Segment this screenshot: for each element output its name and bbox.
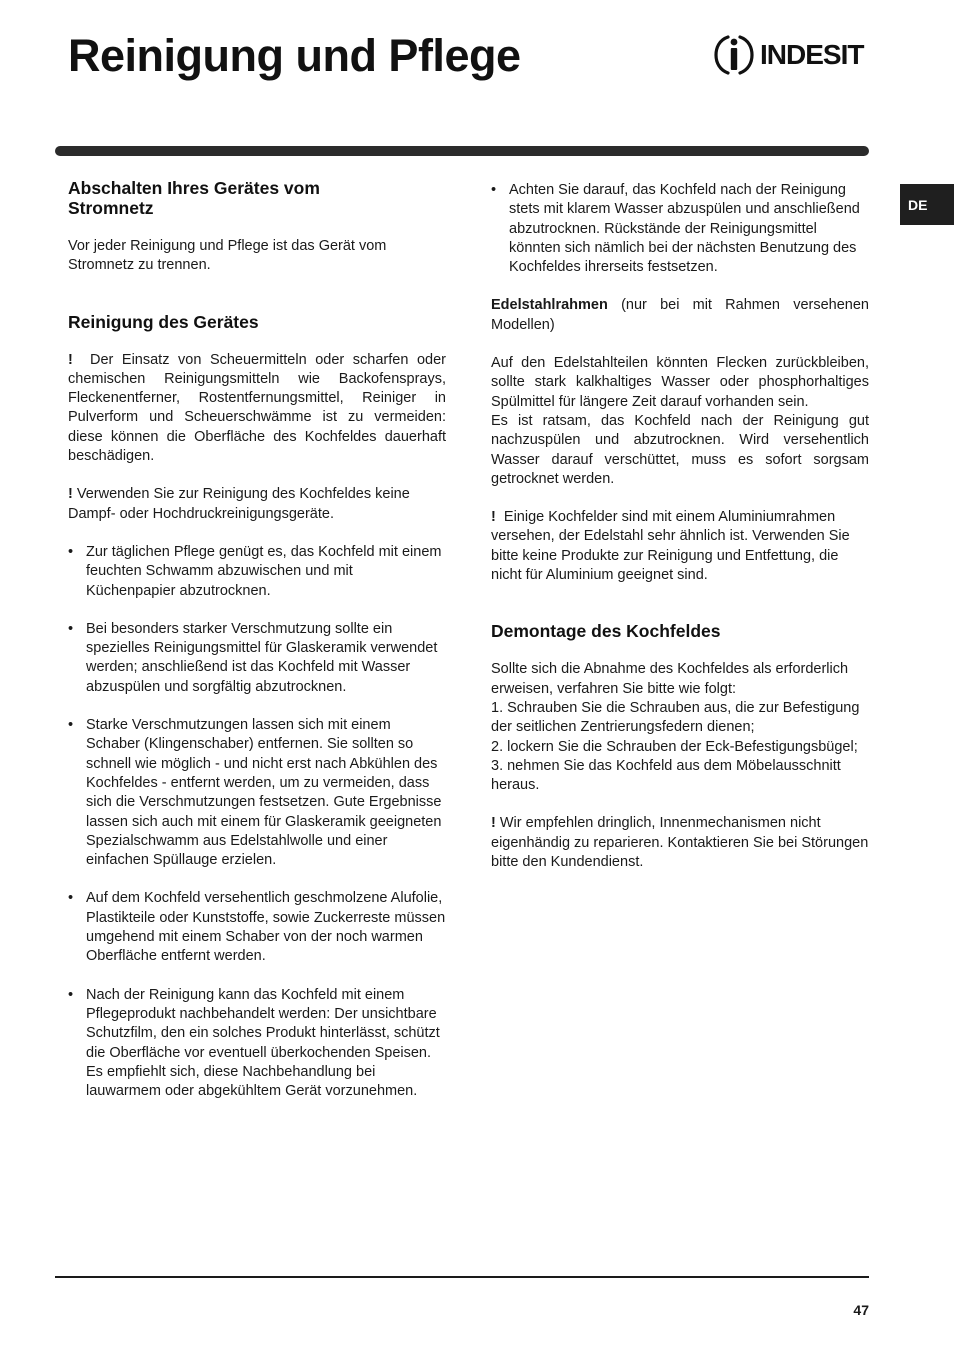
warning-steam bbox=[68, 485, 446, 524]
stainless-frame-heading bbox=[491, 296, 869, 335]
warning-abrasives-text: Der Einsatz von Scheuermitteln oder scharfen oder chemischen Reinigungsmitteln wie Backofensprays, Fleckenentferner, Rostentfernungsmittel, Reiniger in Pulverform und Scheuerschwämme ist zu vermeiden: diese können die Oberfläche des Kochfeldes dauerhaft beschädigen. bbox=[68, 351, 446, 465]
list-item-text: Nach der Reinigung kann das Kochfeld mit einem Pflegeprodukt nachbehandelt werden: Der unsichtbare Schutzfilm, den ein solches Produkt hinterlässt, schützt die Oberfläche vor eventuell überkochenden Speisen. Es empfiehlt sich, diese Nachbehandlung bei lauwarmem oder abgekühltem Gerät vorzunehmen. bbox=[86, 986, 440, 1100]
warning-aluminium bbox=[491, 508, 869, 585]
bullet-icon: • bbox=[68, 543, 74, 560]
section-heading-cleaning: Reinigung des Gerätes bbox=[68, 311, 259, 332]
right-column bbox=[491, 181, 869, 872]
list-item-text: Achten Sie darauf, das Kochfeld nach der Reinigung stets mit klarem Wasser abzuspülen und anschließend abzutrocknen. Rückstände der Reinigungsmittel könnten sich nämlich bei der nächsten Benutzung des Kochfeldes ihrerseits festsetzen. bbox=[509, 182, 860, 276]
language-tab: DE bbox=[900, 184, 954, 225]
list-item-text: Auf dem Kochfeld versehentlich geschmolzene Alufolie, Plastikteile oder Kunststoffe, sowie Zuckerreste müssen umgehend mit einem Schaber von der noch warmen Oberfläche entfernt werden. bbox=[86, 890, 446, 965]
list-item-text: Zur täglichen Pflege genügt es, das Kochfeld mit einem feuchten Schwamm abzuwischen und mit Küchenpapier abzutrocknen. bbox=[86, 543, 442, 599]
list-item bbox=[68, 620, 446, 697]
footer-divider bbox=[55, 1276, 869, 1278]
list-item bbox=[491, 181, 869, 277]
list-item bbox=[68, 716, 446, 870]
stainless-frame-label: Edelstahlrahmen bbox=[491, 297, 608, 314]
removal-step-3: 3. nehmen Sie das Kochfeld aus dem Möbelausschnitt heraus. bbox=[491, 757, 841, 794]
removal-intro: Sollte sich die Abnahme des Kochfeldes als erforderlich erweisen, verfahren Sie bitte wie folgt: bbox=[491, 661, 849, 697]
stainless-frame-note: (nur bei mit Rahmen versehenen Modellen) bbox=[491, 297, 869, 333]
warning-mark: ! bbox=[68, 486, 73, 503]
warning-repair bbox=[491, 814, 869, 872]
section-heading-removal: Demontage des Kochfeldes bbox=[491, 621, 721, 642]
indesit-logo bbox=[714, 33, 870, 77]
list-item bbox=[68, 986, 446, 1102]
bullet-icon: • bbox=[68, 890, 74, 907]
indesit-i-logo-icon bbox=[714, 33, 754, 77]
warning-mark: ! bbox=[68, 351, 73, 368]
stainless-rinse-text: Es ist ratsam, das Kochfeld nach der Reinigung gut nachzuspülen und abzutrocknen. Wird versehentlich Wasser darauf verschüttet, muss es sofort sorgsam getrocknet werden. bbox=[491, 412, 869, 487]
removal-step-1: 1. Schrauben Sie die Schrauben aus, die zur Befestigung der seitlichen Zentrierungsfedern dienen; bbox=[491, 699, 860, 736]
warning-mark: ! bbox=[491, 815, 496, 832]
section-heading-disconnect: Abschalten Ihres Gerätes vom Stromnetz bbox=[68, 178, 320, 218]
page-title: Reinigung und Pflege bbox=[68, 30, 521, 81]
bullet-icon: • bbox=[491, 182, 497, 198]
header-divider-bar bbox=[55, 146, 869, 156]
list-item-text: Bei besonders starker Verschmutzung sollte ein spezielles Reinigungsmittel für Glaskeramik verwendet werden; anschließend ist das Kochfeld mit Wasser abzuspülen und sorgfältig abzutrocknen. bbox=[86, 620, 438, 695]
page-number: 47 bbox=[853, 1302, 869, 1318]
removal-step-2: 2. lockern Sie die Schrauben der Eck-Befestigungsbügel; bbox=[491, 738, 858, 755]
list-item-text: Starke Verschmutzungen lassen sich mit einem Schaber (Klingenschaber) entfernen. Sie sollten so schnell wie möglich - und nicht erst nach Abkühlen des Kochfeldes - entfernt werden, um zu vermeiden, dass sich die Verschmutzungen festsetzen. Gute Ergebnisse lassen sich auch mit einem für Glaskeramik geeigneten Spezialschwamm aus Edelstahlwolle und einer einfachen Spüllauge erzielen. bbox=[86, 717, 442, 869]
list-item bbox=[68, 543, 446, 601]
warning-steam-text: Verwenden Sie zur Reinigung des Kochfeldes keine Dampf- oder Hochdruckreinigungsgeräte. bbox=[68, 486, 410, 522]
bullet-icon: • bbox=[68, 717, 74, 734]
left-column bbox=[68, 178, 446, 1101]
warning-repair-text: Wir empfehlen dringlich, Innenmechanismen nicht eigenhändig zu reparieren. Kontaktieren Sie bei Störungen bitte den Kundendienst. bbox=[491, 815, 869, 871]
warning-abrasives bbox=[68, 351, 446, 467]
list-item bbox=[68, 889, 446, 966]
bullet-icon: • bbox=[68, 620, 74, 637]
stainless-stains-text: Auf den Edelstahlteilen könnten Flecken zurückbleiben, sollte stark kalkhaltiges Wasser oder phosphorhaltiges Spülmittel für längere Zeit darauf vorhanden sein. bbox=[491, 355, 869, 410]
disconnect-text: Vor jeder Reinigung und Pflege ist das Gerät vom Stromnetz zu trennen. bbox=[68, 238, 387, 274]
warning-mark: ! bbox=[491, 509, 496, 526]
brand-wordmark: INDESIT bbox=[760, 39, 864, 70]
warning-aluminium-text: Einige Kochfelder sind mit einem Aluminiumrahmen versehen, der Edelstahl sehr ähnlich ist. Verwenden Sie bitte keine Produkte zur Reinigung und Entfettung, die nicht für Aluminium geeignet sind. bbox=[491, 509, 850, 584]
bullet-icon: • bbox=[68, 986, 74, 1003]
